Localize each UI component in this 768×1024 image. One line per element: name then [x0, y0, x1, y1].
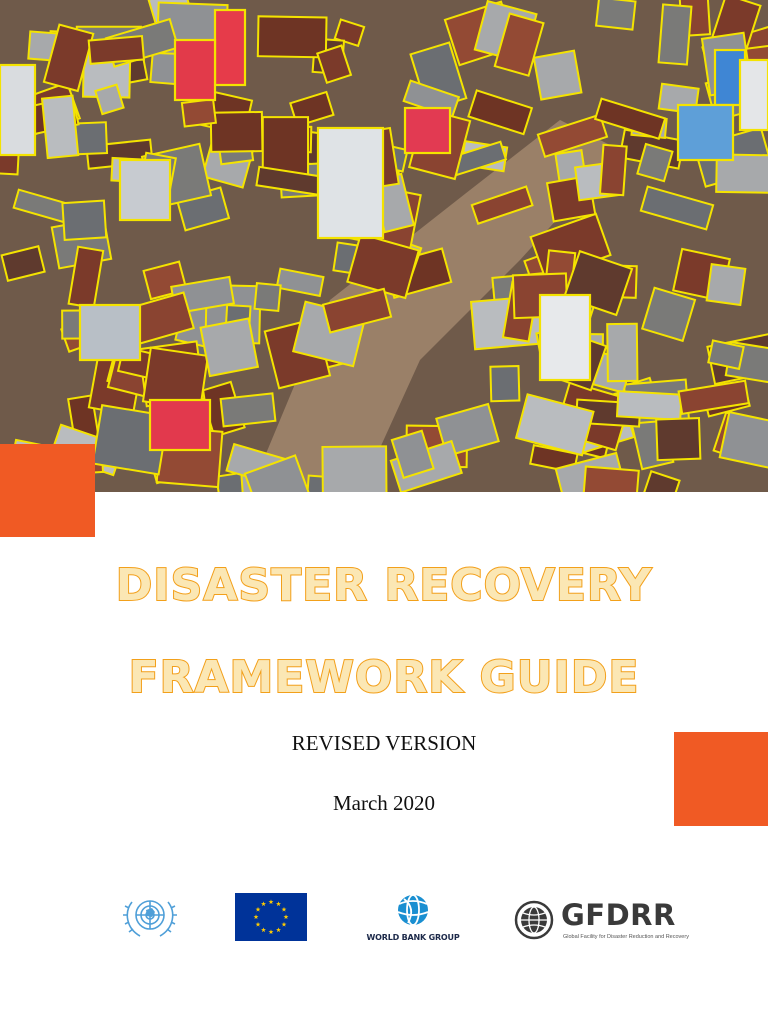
- building-footprint: [740, 60, 768, 130]
- publication-date: March 2020: [332, 791, 436, 815]
- gfdrr-globe-icon: [514, 900, 554, 940]
- building-footprint: [540, 295, 590, 380]
- document-subtitle: REVISED VERSION: [291, 731, 477, 755]
- gfdrr-wordmark: GFDRR: [561, 898, 676, 932]
- gfdrr-logo: [514, 898, 689, 944]
- building-footprint: [89, 36, 144, 64]
- building-footprint: [600, 145, 627, 195]
- building-footprint: [0, 65, 35, 155]
- building-footprint: [211, 112, 263, 152]
- building-footprint: [534, 51, 582, 100]
- building-footprint: [318, 128, 383, 238]
- world-bank-globe-icon: [364, 892, 462, 930]
- building-footprint: [707, 264, 746, 305]
- building-footprint: [221, 393, 276, 426]
- building-footprint: [490, 366, 519, 401]
- building-footprint: [656, 418, 700, 460]
- building-footprint: [263, 117, 308, 175]
- building-footprint: [254, 283, 280, 311]
- building-footprint: [201, 318, 258, 376]
- world-bank-group-wordmark: WORLD BANK GROUP: [366, 933, 460, 942]
- building-footprint: [678, 105, 733, 160]
- orange-accent-block-left: [0, 444, 95, 537]
- building-footprint: [120, 160, 170, 220]
- united-nations-emblem-icon: [118, 888, 182, 944]
- building-footprint: [80, 305, 140, 360]
- building-footprint: [607, 324, 637, 381]
- european-union-flag-icon: [235, 893, 307, 941]
- building-footprint: [617, 391, 682, 420]
- aerial-photo: [0, 0, 768, 492]
- world-bank-group-logo: [364, 892, 462, 944]
- building-footprint: [582, 467, 639, 492]
- building-footprint: [62, 201, 106, 240]
- building-footprint: [596, 0, 635, 30]
- building-footprint: [175, 40, 215, 100]
- document-title-line-1: DISASTER RECOVERY: [115, 560, 653, 611]
- building-footprint: [258, 16, 327, 57]
- document-title-line-2: FRAMEWORK GUIDE: [128, 652, 640, 703]
- building-footprint: [322, 446, 386, 492]
- building-footprint: [150, 400, 210, 450]
- building-footprint: [42, 96, 78, 158]
- building-footprint: [182, 99, 216, 126]
- building-footprint: [659, 4, 692, 64]
- gfdrr-tagline: Global Facility for Disaster Reduction and Recovery: [563, 934, 689, 940]
- building-footprint: [405, 108, 450, 153]
- building-footprint: [215, 10, 245, 85]
